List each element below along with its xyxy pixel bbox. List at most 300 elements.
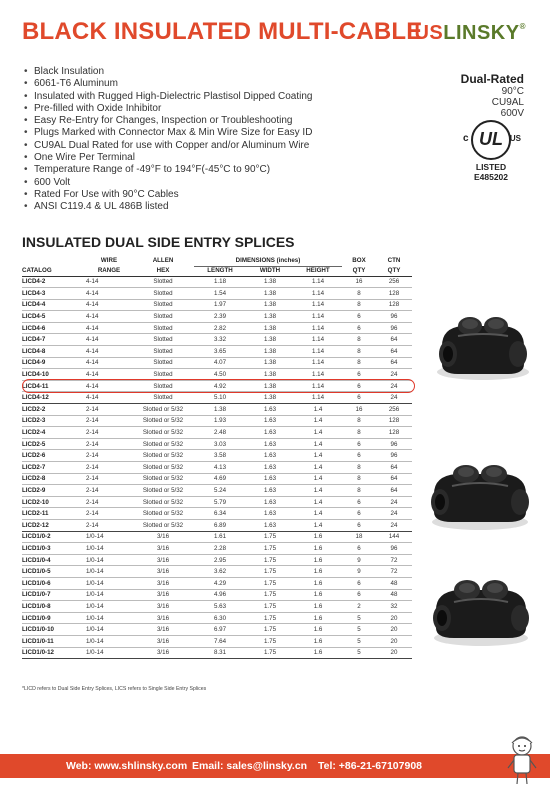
box-qty-cell: 6 (342, 311, 376, 323)
allen-hex-cell: 3/16 (132, 624, 194, 636)
wire-range-cell: 2-14 (86, 485, 132, 497)
section-title: INSULATED DUAL SIDE ENTRY SPLICES (22, 234, 295, 250)
col-header-length: LENGTH (194, 266, 246, 276)
length-cell: 3.32 (194, 334, 246, 346)
width-cell: 1.63 (246, 462, 294, 474)
allen-hex-cell: 3/16 (132, 531, 194, 543)
table-row (22, 346, 412, 358)
table-row (22, 473, 412, 485)
ctn-qty-cell: 96 (376, 543, 412, 555)
height-cell: 1.14 (294, 334, 342, 346)
box-qty-cell: 6 (342, 577, 376, 589)
width-cell: 1.38 (246, 299, 294, 311)
box-qty-cell: 6 (342, 519, 376, 531)
allen-hex-cell: Slotted (132, 357, 194, 369)
table-row (22, 392, 412, 404)
catalog-cell: LICD4-10 (22, 369, 86, 381)
feature-item: • 6061-T6 Aluminum (22, 78, 312, 90)
table-row (22, 276, 412, 288)
wire-range-cell: 1/0-14 (86, 554, 132, 566)
height-cell: 1.14 (294, 392, 342, 404)
contact-footer (0, 754, 550, 778)
width-cell: 1.38 (246, 288, 294, 300)
table-row (22, 635, 412, 647)
wire-range-cell: 2-14 (86, 473, 132, 485)
box-qty-cell: 6 (342, 589, 376, 601)
height-cell: 1.14 (294, 322, 342, 334)
allen-hex-cell: 3/16 (132, 589, 194, 601)
catalog-cell: LICD4-2 (22, 276, 86, 288)
wire-range-cell: 2-14 (86, 496, 132, 508)
length-cell: 1.38 (194, 404, 246, 416)
col-header-range: RANGE (86, 266, 132, 276)
table-row (22, 299, 412, 311)
footer-tel: Tel: +86-21-67107908 (318, 760, 423, 772)
ctn-qty-cell: 64 (376, 346, 412, 358)
catalog-cell: LICD1/0-7 (22, 589, 86, 601)
col-header-catalog (22, 256, 86, 266)
table-row (22, 601, 412, 613)
table-row (22, 334, 412, 346)
table-row (22, 612, 412, 624)
feature-item: • Pre-filled with Oxide Inhibitor (22, 103, 312, 115)
wire-range-cell: 1/0-14 (86, 543, 132, 555)
catalog-cell: LICD4-6 (22, 322, 86, 334)
col-header-width: WIDTH (246, 266, 294, 276)
allen-hex-cell: Slotted or 5/32 (132, 462, 194, 474)
feature-item: • CU9AL Dual Rated for use with Copper and/or Aluminum Wire (22, 140, 312, 152)
ctn-qty-cell: 20 (376, 635, 412, 647)
ctn-qty-cell: 128 (376, 299, 412, 311)
height-cell: 1.6 (294, 601, 342, 613)
height-cell: 1.14 (294, 369, 342, 381)
length-cell: 4.92 (194, 380, 246, 392)
col-header-ctn-qty: QTY (376, 266, 412, 276)
table-row (22, 577, 412, 589)
length-cell: 2.48 (194, 427, 246, 439)
table-row (22, 427, 412, 439)
length-cell: 6.97 (194, 624, 246, 636)
height-cell: 1.4 (294, 473, 342, 485)
table-row (22, 438, 412, 450)
table-row (22, 496, 412, 508)
height-cell: 1.6 (294, 624, 342, 636)
allen-hex-cell: 3/16 (132, 543, 194, 555)
allen-hex-cell: 3/16 (132, 554, 194, 566)
width-cell: 1.63 (246, 473, 294, 485)
height-cell: 1.14 (294, 346, 342, 358)
length-cell: 5.79 (194, 496, 246, 508)
box-qty-cell: 5 (342, 612, 376, 624)
length-cell: 8.31 (194, 647, 246, 659)
ctn-qty-cell: 20 (376, 647, 412, 659)
box-qty-cell: 16 (342, 404, 376, 416)
allen-hex-cell: Slotted (132, 380, 194, 392)
ctn-qty-cell: 64 (376, 357, 412, 369)
wire-range-cell: 1/0-14 (86, 601, 132, 613)
catalog-cell: LICD1/0-4 (22, 554, 86, 566)
catalog-cell: LICD1/0-12 (22, 647, 86, 659)
wire-range-cell: 1/0-14 (86, 589, 132, 601)
wire-range-cell: 4-14 (86, 392, 132, 404)
width-cell: 1.63 (246, 450, 294, 462)
ul-mark: UL (479, 129, 503, 149)
width-cell: 1.63 (246, 404, 294, 416)
allen-hex-cell: Slotted or 5/32 (132, 485, 194, 497)
ul-listed-logo (460, 120, 522, 182)
allen-hex-cell: Slotted or 5/32 (132, 508, 194, 520)
width-cell: 1.38 (246, 357, 294, 369)
ul-file-number: E485202 (473, 172, 509, 182)
col-header-wire: WIRE (100, 257, 118, 264)
allen-hex-cell: Slotted (132, 369, 194, 381)
height-cell: 1.14 (294, 311, 342, 323)
length-cell: 1.97 (194, 299, 246, 311)
catalog-cell: LICD2-11 (22, 508, 86, 520)
footer-email[interactable]: Email: sales@linsky.cn (192, 760, 308, 772)
ctn-qty-cell: 64 (376, 473, 412, 485)
table-row (22, 647, 412, 659)
brand-logo (414, 22, 526, 45)
ul-mark-icon (463, 120, 521, 160)
footer-web[interactable]: Web: www.shlinsky.com (66, 760, 188, 772)
height-cell: 1.6 (294, 566, 342, 578)
table-row (22, 543, 412, 555)
catalog-cell: LICD4-9 (22, 357, 86, 369)
feature-item: • Rated For Use with 90°C Cables (22, 189, 312, 201)
width-cell: 1.63 (246, 427, 294, 439)
length-cell: 1.18 (194, 276, 246, 288)
length-cell: 5.24 (194, 485, 246, 497)
allen-hex-cell: 3/16 (132, 566, 194, 578)
table-row (22, 519, 412, 531)
allen-hex-cell: Slotted or 5/32 (132, 496, 194, 508)
col-header-allen: ALLEN (152, 257, 174, 264)
table-row (22, 589, 412, 601)
length-cell: 5.10 (194, 392, 246, 404)
height-cell: 1.6 (294, 577, 342, 589)
feature-item: • One Wire Per Terminal (22, 152, 312, 164)
length-cell: 4.50 (194, 369, 246, 381)
ul-listed-text: LISTED (475, 162, 507, 172)
table-row (22, 485, 412, 497)
box-qty-cell: 6 (342, 322, 376, 334)
ctn-qty-cell: 256 (376, 276, 412, 288)
height-cell: 1.4 (294, 427, 342, 439)
box-qty-cell: 6 (342, 450, 376, 462)
height-cell: 1.14 (294, 380, 342, 392)
splice-product-image-2 (422, 452, 538, 534)
splice-product-image-1-0 (424, 566, 538, 650)
ctn-qty-cell: 96 (376, 438, 412, 450)
feature-item: • Easy Re-Entry for Changes, Inspection or Troubleshooting (22, 115, 312, 127)
wire-range-cell: 2-14 (86, 404, 132, 416)
height-cell: 1.6 (294, 589, 342, 601)
wire-range-cell: 2-14 (86, 508, 132, 520)
width-cell: 1.75 (246, 531, 294, 543)
height-cell: 1.6 (294, 647, 342, 659)
catalog-cell: LICD1/0-11 (22, 635, 86, 647)
col-header-box: BOX (352, 257, 366, 264)
box-qty-cell: 8 (342, 415, 376, 427)
length-cell: 1.54 (194, 288, 246, 300)
catalog-cell: LICD4-3 (22, 288, 86, 300)
length-cell: 1.93 (194, 415, 246, 427)
wire-range-cell: 1/0-14 (86, 577, 132, 589)
catalog-cell: LICD2-9 (22, 485, 86, 497)
length-cell: 1.61 (194, 531, 246, 543)
width-cell: 1.38 (246, 392, 294, 404)
box-qty-cell: 18 (342, 531, 376, 543)
col-header-ctn: CTN (387, 257, 401, 264)
catalog-cell: LICD1/0-10 (22, 624, 86, 636)
box-qty-cell: 6 (342, 543, 376, 555)
allen-hex-cell: Slotted (132, 288, 194, 300)
length-cell: 2.28 (194, 543, 246, 555)
ul-us: US (509, 134, 521, 143)
height-cell: 1.4 (294, 485, 342, 497)
width-cell: 1.75 (246, 647, 294, 659)
allen-hex-cell: Slotted or 5/32 (132, 450, 194, 462)
box-qty-cell: 6 (342, 438, 376, 450)
width-cell: 1.75 (246, 612, 294, 624)
height-cell: 1.14 (294, 288, 342, 300)
width-cell: 1.75 (246, 601, 294, 613)
length-cell: 6.89 (194, 519, 246, 531)
catalog-cell: LICD2-7 (22, 462, 86, 474)
height-cell: 1.4 (294, 404, 342, 416)
table-row (22, 450, 412, 462)
table-row (22, 508, 412, 520)
box-qty-cell: 8 (342, 427, 376, 439)
box-qty-cell: 6 (342, 380, 376, 392)
width-cell: 1.63 (246, 519, 294, 531)
box-qty-cell: 8 (342, 288, 376, 300)
table-row (22, 462, 412, 474)
catalog-cell: LICD2-4 (22, 427, 86, 439)
feature-item: • Temperature Range of -49°F to 194°F(-45°C to 90°C) (22, 164, 312, 176)
height-cell: 1.14 (294, 299, 342, 311)
height-cell: 1.6 (294, 554, 342, 566)
catalog-cell: LICD1/0-2 (22, 531, 86, 543)
footnote: *LICD refers to Dual Side Entry Splices, LICS refers to Single Side Entry Splices (22, 686, 207, 692)
wire-range-cell: 1/0-14 (86, 647, 132, 659)
ctn-qty-cell: 96 (376, 450, 412, 462)
allen-hex-cell: Slotted or 5/32 (132, 438, 194, 450)
length-cell: 3.62 (194, 566, 246, 578)
ctn-qty-cell: 72 (376, 554, 412, 566)
height-cell: 1.6 (294, 612, 342, 624)
table-row (22, 415, 412, 427)
wire-range-cell: 4-14 (86, 276, 132, 288)
width-cell: 1.38 (246, 322, 294, 334)
length-cell: 2.82 (194, 322, 246, 334)
height-cell: 1.6 (294, 531, 342, 543)
table-row (22, 311, 412, 323)
ctn-qty-cell: 64 (376, 334, 412, 346)
width-cell: 1.38 (246, 334, 294, 346)
table-row (22, 566, 412, 578)
allen-hex-cell: Slotted or 5/32 (132, 415, 194, 427)
catalog-cell: LICD1/0-3 (22, 543, 86, 555)
catalog-cell: LICD4-8 (22, 346, 86, 358)
box-qty-cell: 6 (342, 496, 376, 508)
col-header-catalog-label: CATALOG (22, 266, 86, 276)
wire-range-cell: 2-14 (86, 519, 132, 531)
catalog-cell: LICD1/0-5 (22, 566, 86, 578)
catalog-cell: LICD2-5 (22, 438, 86, 450)
width-cell: 1.63 (246, 415, 294, 427)
feature-item: • 600 Volt (22, 177, 312, 189)
ctn-qty-cell: 144 (376, 531, 412, 543)
brand-us: US (414, 22, 444, 44)
table-row (22, 404, 412, 416)
allen-hex-cell: Slotted (132, 299, 194, 311)
allen-hex-cell: Slotted or 5/32 (132, 473, 194, 485)
length-cell: 7.64 (194, 635, 246, 647)
width-cell: 1.38 (246, 369, 294, 381)
height-cell: 1.4 (294, 519, 342, 531)
width-cell: 1.75 (246, 635, 294, 647)
length-cell: 4.13 (194, 462, 246, 474)
table-row (22, 624, 412, 636)
length-cell: 5.63 (194, 601, 246, 613)
feature-item: • Black Insulation (22, 66, 312, 78)
allen-hex-cell: Slotted (132, 276, 194, 288)
ctn-qty-cell: 64 (376, 462, 412, 474)
height-cell: 1.4 (294, 462, 342, 474)
width-cell: 1.38 (246, 380, 294, 392)
table-row (22, 357, 412, 369)
allen-hex-cell: Slotted or 5/32 (132, 519, 194, 531)
width-cell: 1.38 (246, 346, 294, 358)
rating-volt: 600V (500, 108, 524, 119)
height-cell: 1.4 (294, 415, 342, 427)
length-cell: 6.34 (194, 508, 246, 520)
box-qty-cell: 8 (342, 462, 376, 474)
ctn-qty-cell: 24 (376, 496, 412, 508)
catalog-cell: LICD2-3 (22, 415, 86, 427)
box-qty-cell: 2 (342, 601, 376, 613)
height-cell: 1.6 (294, 635, 342, 647)
box-qty-cell: 6 (342, 369, 376, 381)
width-cell: 1.75 (246, 577, 294, 589)
wire-range-cell: 1/0-14 (86, 566, 132, 578)
height-cell: 1.14 (294, 357, 342, 369)
col-header-hex: HEX (132, 266, 194, 276)
col-header-box-qty: QTY (342, 266, 376, 276)
ul-c: c (463, 133, 469, 144)
splice-product-image-4 (428, 306, 538, 386)
box-qty-cell: 8 (342, 299, 376, 311)
allen-hex-cell: Slotted or 5/32 (132, 404, 194, 416)
allen-hex-cell: 3/16 (132, 647, 194, 659)
brand-linsky: LINSKY (443, 22, 520, 44)
box-qty-cell: 8 (342, 346, 376, 358)
catalog-cell: LICD2-8 (22, 473, 86, 485)
table-row (22, 322, 412, 334)
wire-range-cell: 1/0-14 (86, 612, 132, 624)
allen-hex-cell: 3/16 (132, 612, 194, 624)
wire-range-cell: 4-14 (86, 322, 132, 334)
table-row (22, 531, 412, 543)
width-cell: 1.38 (246, 276, 294, 288)
ctn-qty-cell: 72 (376, 566, 412, 578)
allen-hex-cell: 3/16 (132, 601, 194, 613)
ctn-qty-cell: 20 (376, 624, 412, 636)
ctn-qty-cell: 256 (376, 404, 412, 416)
width-cell: 1.63 (246, 508, 294, 520)
wire-range-cell: 1/0-14 (86, 635, 132, 647)
width-cell: 1.63 (246, 496, 294, 508)
allen-hex-cell: Slotted (132, 322, 194, 334)
ctn-qty-cell: 32 (376, 601, 412, 613)
length-cell: 2.39 (194, 311, 246, 323)
wire-range-cell: 4-14 (86, 334, 132, 346)
wire-range-cell: 2-14 (86, 438, 132, 450)
length-cell: 4.69 (194, 473, 246, 485)
ctn-qty-cell: 96 (376, 311, 412, 323)
table-row (22, 288, 412, 300)
box-qty-cell: 6 (342, 508, 376, 520)
box-qty-cell: 16 (342, 276, 376, 288)
height-cell: 1.6 (294, 543, 342, 555)
catalog-cell: LICD4-11 (22, 380, 86, 392)
wire-range-cell: 2-14 (86, 462, 132, 474)
box-qty-cell: 8 (342, 334, 376, 346)
ctn-qty-cell: 48 (376, 577, 412, 589)
catalog-cell: LICD1/0-8 (22, 601, 86, 613)
catalog-cell: LICD4-7 (22, 334, 86, 346)
box-qty-cell: 9 (342, 554, 376, 566)
wire-range-cell: 4-14 (86, 288, 132, 300)
width-cell: 1.38 (246, 311, 294, 323)
catalog-cell: LICD1/0-6 (22, 577, 86, 589)
box-qty-cell: 8 (342, 485, 376, 497)
ctn-qty-cell: 96 (376, 322, 412, 334)
wire-range-cell: 2-14 (86, 415, 132, 427)
box-qty-cell: 5 (342, 624, 376, 636)
allen-hex-cell: Slotted (132, 346, 194, 358)
box-qty-cell: 6 (342, 392, 376, 404)
rating-cu9al: CU9AL (491, 97, 524, 108)
catalog-cell: LICD2-10 (22, 496, 86, 508)
wire-range-cell: 2-14 (86, 450, 132, 462)
width-cell: 1.75 (246, 566, 294, 578)
ctn-qty-cell: 20 (376, 612, 412, 624)
box-qty-cell: 5 (342, 647, 376, 659)
length-cell: 4.07 (194, 357, 246, 369)
allen-hex-cell: Slotted or 5/32 (132, 427, 194, 439)
wire-range-cell: 2-14 (86, 427, 132, 439)
height-cell: 1.4 (294, 450, 342, 462)
ctn-qty-cell: 24 (376, 392, 412, 404)
allen-hex-cell: Slotted (132, 392, 194, 404)
box-qty-cell: 9 (342, 566, 376, 578)
catalog-cell: LICD1/0-9 (22, 612, 86, 624)
box-qty-cell: 5 (342, 635, 376, 647)
catalog-cell: LICD4-4 (22, 299, 86, 311)
wire-range-cell: 4-14 (86, 380, 132, 392)
width-cell: 1.75 (246, 543, 294, 555)
width-cell: 1.63 (246, 438, 294, 450)
feature-list (22, 66, 312, 214)
wire-range-cell: 1/0-14 (86, 531, 132, 543)
wire-range-cell: 1/0-14 (86, 624, 132, 636)
wire-range-cell: 4-14 (86, 346, 132, 358)
length-cell: 3.58 (194, 450, 246, 462)
length-cell: 4.96 (194, 589, 246, 601)
